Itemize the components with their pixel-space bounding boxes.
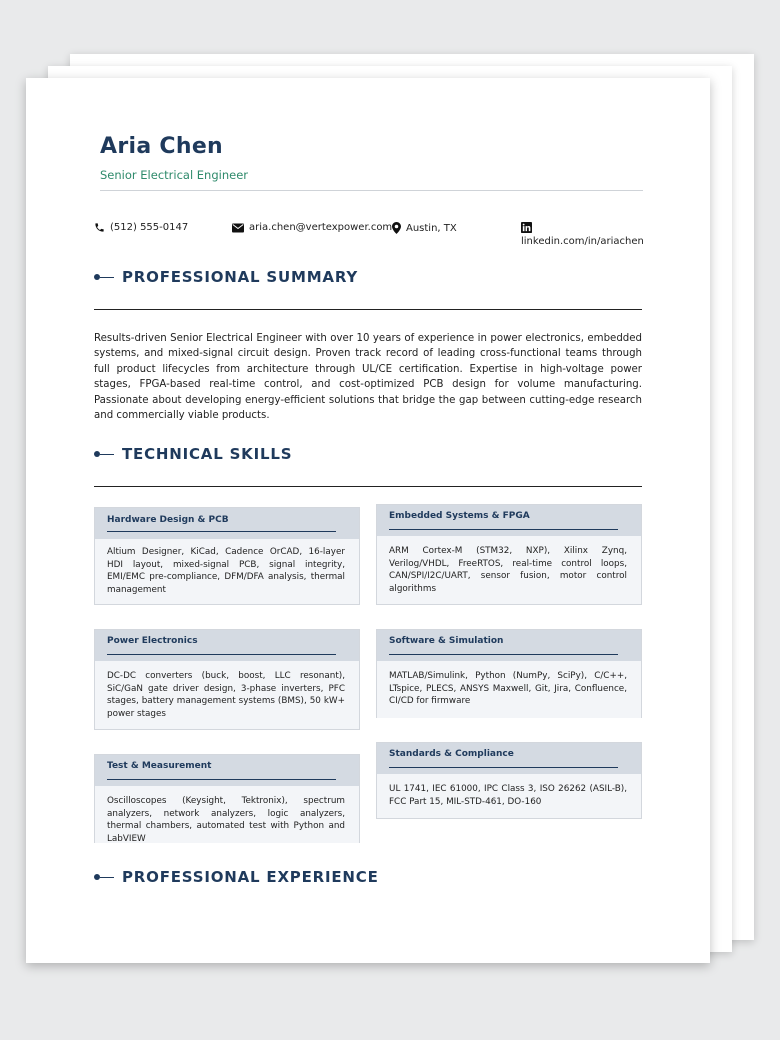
skill-card-title: Software & Simulation <box>389 636 504 646</box>
skill-card-standards <box>376 742 642 819</box>
skill-card-test <box>94 754 360 843</box>
skill-card-underline <box>107 654 336 655</box>
skill-card-body: Altium Designer, KiCad, Cadence OrCAD, 16-layer HDI layout, mixed-signal PCB, signal integrity, EMI/EMC pre-compliance, DFM/DFA analysis, thermal management <box>107 547 345 595</box>
summary-title: PROFESSIONAL SUMMARY <box>122 268 359 286</box>
skill-card-body: UL 1741, IEC 61000, IPC Class 3, ISO 26262 (ASIL-B), FCC Part 15, MIL-STD-461, DO-160 <box>389 784 627 807</box>
skill-card-title: Power Electronics <box>107 636 198 646</box>
contact-phone <box>94 222 188 233</box>
skill-card-underline <box>107 779 336 780</box>
skill-card-title: Hardware Design & PCB <box>107 515 229 525</box>
experience-heading <box>94 868 379 886</box>
skill-card-body: Oscilloscopes (Keysight, Tektronix), spectrum analyzers, network analyzers, logic analyzers, thermal chambers, automated test with Python and LabVIEW <box>107 796 345 844</box>
skill-card-body: MATLAB/Simulink, Python (NumPy, SciPy), C/C++, LTspice, PLECS, ANSYS Maxwell, Git, Jira, Confluence, CI/CD for firmware <box>389 671 627 706</box>
skill-card-software <box>376 629 642 718</box>
skill-card-hardware <box>94 507 360 605</box>
skill-card-underline <box>107 531 336 532</box>
contact-location <box>392 222 457 234</box>
skill-card-body: DC-DC converters (buck, boost, LLC resonant), SiC/GaN gate driver design, 3-phase inverters, PFC stages, battery management systems (BMS), 50 kW+ power stages <box>107 671 345 719</box>
skill-card-title: Test & Measurement <box>107 761 212 771</box>
resume-page <box>26 78 710 963</box>
skill-card-power <box>94 629 360 730</box>
dot-line-icon <box>94 449 116 459</box>
email-text: aria.chen@vertexpower.com <box>249 222 393 233</box>
contact-email[interactable] <box>232 222 392 233</box>
skill-card-body: ARM Cortex-M (STM32, NXP), Xilinx Zynq, Verilog/VHDL, FreeRTOS, real-time control loops, CAN/SPI/I2C/UART, sensor fusion, motor control algorithms <box>389 546 627 594</box>
linkedin-icon <box>521 222 532 233</box>
experience-title: PROFESSIONAL EXPERIENCE <box>122 868 379 886</box>
envelope-icon <box>232 223 244 233</box>
dot-line-icon <box>94 872 116 882</box>
skills-title: TECHNICAL SKILLS <box>122 445 293 463</box>
phone-icon <box>94 222 105 233</box>
contact-linkedin[interactable] <box>521 222 644 247</box>
candidate-role: Senior Electrical Engineer <box>100 168 249 182</box>
header-divider <box>100 190 643 191</box>
summary-text: Results-driven Senior Electrical Engineer with over 10 years of experience in power electronics, embedded systems, and mixed-signal circuit design. Proven track record of leading cross-functional teams through full product lifecycles from architecture through UL/CE certification. Expertise in high-voltage power stages, FPGA-based real-time control, and cost-optimized PCB design for volume manufacturing. Passionate about developing energy-efficient solutions that bridge the gap between cutting-edge research and commercially viable products. <box>94 333 642 422</box>
skill-card-title: Standards & Compliance <box>389 749 514 759</box>
phone-text: (512) 555-0147 <box>110 222 189 233</box>
skills-heading <box>94 445 292 463</box>
linkedin-text: linkedin.com/in/ariachen <box>521 236 644 247</box>
candidate-name: Aria Chen <box>100 134 224 159</box>
skill-card-embedded <box>376 504 642 605</box>
skill-card-underline <box>389 767 618 768</box>
summary-divider <box>94 309 642 310</box>
summary-heading <box>94 268 358 286</box>
skill-card-title: Embedded Systems & FPGA <box>389 511 530 521</box>
map-pin-icon <box>392 222 401 234</box>
dot-line-icon <box>94 272 116 282</box>
location-text: Austin, TX <box>406 222 457 234</box>
skill-card-underline <box>389 529 618 530</box>
skills-divider <box>94 486 642 487</box>
skill-card-underline <box>389 654 618 655</box>
